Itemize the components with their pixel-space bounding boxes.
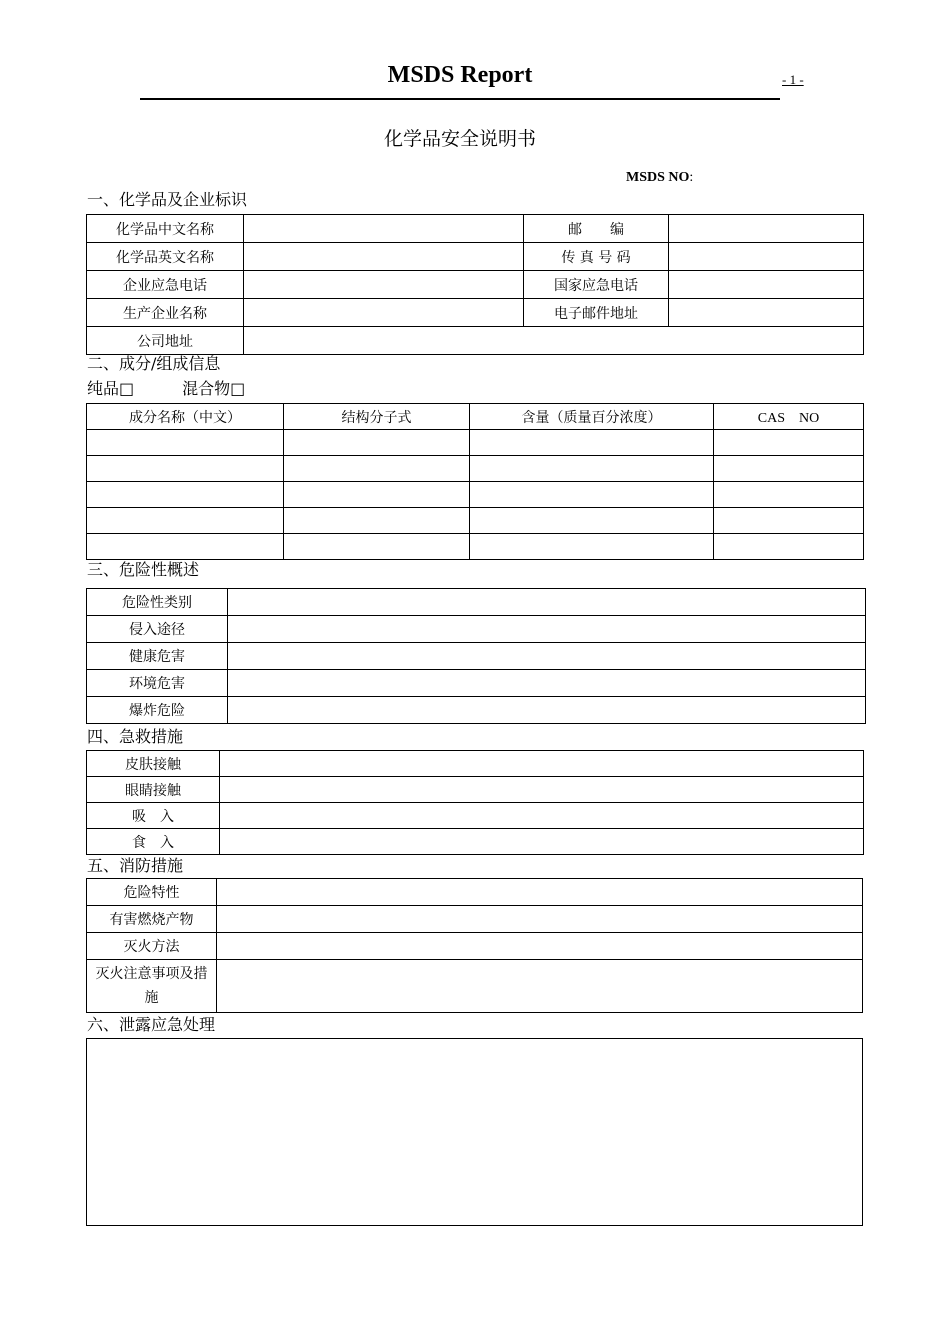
first-aid-row xyxy=(87,751,864,777)
fire-fighting-table xyxy=(86,878,863,1013)
field-value[interactable] xyxy=(220,803,864,829)
composition-table xyxy=(86,403,864,560)
field-label: 爆炸危险 xyxy=(87,697,228,724)
field-value[interactable] xyxy=(217,879,863,906)
field-value[interactable] xyxy=(669,243,864,271)
field-label: 化学品中文名称 xyxy=(87,215,244,243)
table-row xyxy=(87,482,864,508)
field-label: 眼睛接触 xyxy=(87,777,220,803)
fire-row xyxy=(87,960,863,1013)
table-cell[interactable] xyxy=(714,456,864,482)
table-cell[interactable] xyxy=(714,508,864,534)
column-header: 结构分子式 xyxy=(284,404,470,430)
field-value[interactable] xyxy=(217,960,863,1013)
hazard-table xyxy=(86,588,866,724)
field-label: 邮 编 xyxy=(524,215,669,243)
msds-no-text: MSDS NO xyxy=(626,170,690,185)
hazard-row xyxy=(87,643,866,670)
field-value[interactable] xyxy=(669,271,864,299)
field-value[interactable] xyxy=(220,751,864,777)
document-title: 化学品安全说明书 xyxy=(383,128,536,150)
column-header: 成分名称（中文） xyxy=(87,404,284,430)
field-value[interactable] xyxy=(217,906,863,933)
fire-row xyxy=(87,933,863,960)
field-label: 生产企业名称 xyxy=(87,299,244,327)
table-row xyxy=(87,430,864,456)
table-cell[interactable] xyxy=(87,456,284,482)
table-cell[interactable] xyxy=(470,430,714,456)
field-label: 化学品英文名称 xyxy=(87,243,244,271)
field-label: 企业应急电话 xyxy=(87,271,244,299)
fire-row xyxy=(87,879,863,906)
purity-options[interactable]: 纯品□ 混合物□ xyxy=(87,379,246,398)
composition-header-row xyxy=(87,404,864,430)
section4-heading: 四、急救措施 xyxy=(87,727,184,746)
first-aid-row xyxy=(87,829,864,855)
field-label: 环境危害 xyxy=(87,670,228,697)
table-cell[interactable] xyxy=(87,508,284,534)
field-label: 健康危害 xyxy=(87,643,228,670)
field-label: 吸 入 xyxy=(87,803,220,829)
section1-row xyxy=(87,327,864,355)
section6-heading: 六、泄露应急处理 xyxy=(87,1015,216,1034)
field-value[interactable] xyxy=(228,697,866,724)
field-label: 危险特性 xyxy=(87,879,217,906)
spill-response-content[interactable] xyxy=(87,1039,863,1226)
field-value[interactable] xyxy=(228,616,866,643)
page-number: - 1 - xyxy=(782,72,804,87)
table-cell[interactable] xyxy=(284,430,470,456)
table-row xyxy=(87,534,864,560)
section1-row xyxy=(87,243,864,271)
field-value[interactable] xyxy=(244,243,524,271)
table-cell[interactable] xyxy=(714,534,864,560)
hazard-row xyxy=(87,670,866,697)
section5-heading: 五、消防措施 xyxy=(87,856,184,875)
column-header: CAS NO xyxy=(714,404,864,430)
report-title: MSDS Report xyxy=(387,62,533,88)
spill-response-table xyxy=(86,1038,863,1226)
field-value[interactable] xyxy=(228,589,866,616)
section1-row xyxy=(87,299,864,327)
table-cell[interactable] xyxy=(470,534,714,560)
first-aid-row xyxy=(87,777,864,803)
field-value[interactable] xyxy=(244,215,524,243)
company-address-value[interactable] xyxy=(244,327,864,355)
msds-no-colon: : xyxy=(689,170,694,185)
field-value[interactable] xyxy=(228,670,866,697)
section2-heading: 二、成分/组成信息 xyxy=(87,354,221,373)
hazard-row xyxy=(87,589,866,616)
table-row xyxy=(87,508,864,534)
section1-table xyxy=(86,214,864,355)
column-header: 含量（质量百分浓度） xyxy=(470,404,714,430)
field-label: 电子邮件地址 xyxy=(524,299,669,327)
field-label: 灭火注意事项及措施 xyxy=(87,960,217,1013)
spill-row xyxy=(87,1039,863,1226)
field-value[interactable] xyxy=(220,777,864,803)
first-aid-table xyxy=(86,750,864,855)
section3-heading: 三、危险性概述 xyxy=(87,560,200,579)
header-rule xyxy=(140,98,780,100)
table-cell[interactable] xyxy=(470,482,714,508)
field-label: 国家应急电话 xyxy=(524,271,669,299)
field-value[interactable] xyxy=(669,299,864,327)
field-label: 侵入途径 xyxy=(87,616,228,643)
msds-no-label xyxy=(626,170,693,186)
table-cell[interactable] xyxy=(714,482,864,508)
table-cell[interactable] xyxy=(87,430,284,456)
company-address-label: 公司地址 xyxy=(87,327,244,355)
table-cell[interactable] xyxy=(284,534,470,560)
table-cell[interactable] xyxy=(284,456,470,482)
table-cell[interactable] xyxy=(470,508,714,534)
table-cell[interactable] xyxy=(284,508,470,534)
table-cell[interactable] xyxy=(87,534,284,560)
field-value[interactable] xyxy=(244,299,524,327)
first-aid-row xyxy=(87,803,864,829)
table-row xyxy=(87,456,864,482)
field-value[interactable] xyxy=(217,933,863,960)
fire-row xyxy=(87,906,863,933)
hazard-row xyxy=(87,697,866,724)
field-label: 有害燃烧产物 xyxy=(87,906,217,933)
field-value[interactable] xyxy=(669,215,864,243)
section1-row xyxy=(87,271,864,299)
field-label: 危险性类别 xyxy=(87,589,228,616)
field-label: 皮肤接触 xyxy=(87,751,220,777)
field-label: 传 真 号 码 xyxy=(524,243,669,271)
table-cell[interactable] xyxy=(284,482,470,508)
field-label: 灭火方法 xyxy=(87,933,217,960)
field-value[interactable] xyxy=(228,643,866,670)
field-value[interactable] xyxy=(220,829,864,855)
table-cell[interactable] xyxy=(87,482,284,508)
table-cell[interactable] xyxy=(470,456,714,482)
section1-heading: 一、化学品及企业标识 xyxy=(87,190,248,209)
field-label: 食 入 xyxy=(87,829,220,855)
table-cell[interactable] xyxy=(714,430,864,456)
field-value[interactable] xyxy=(244,271,524,299)
section1-row xyxy=(87,215,864,243)
hazard-row xyxy=(87,616,866,643)
